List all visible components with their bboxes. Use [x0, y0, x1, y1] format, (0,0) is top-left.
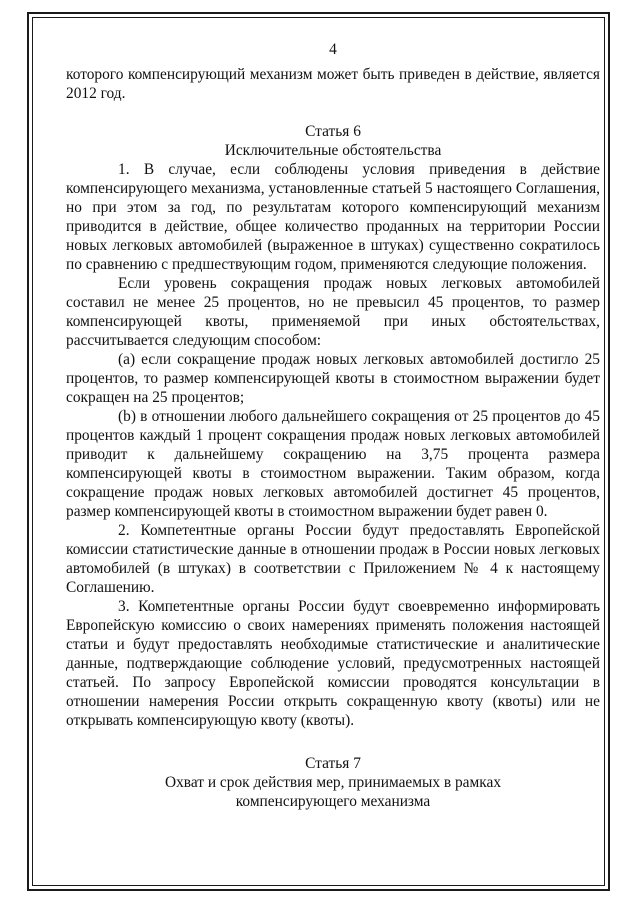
spacer: [66, 103, 600, 122]
article-6-paragraph-1: 1. В случае, если соблюдены условия приведения в действие компенсирующего механизма, установленные статьей 5 настоящего Соглашения, но при этом за год, по результатам которого компенсирующий механизм приводится в действие, общее количество проданных на территории России новых легковых автомобилей (выраженное в штуках) существенно сократилось по сравнению с предшествующим годом, применяются следующие положения.: [66, 161, 600, 273]
article-7-subtitle-line-1: Охват и срок действия мер, принимаемых в рамках: [164, 774, 502, 791]
article-6-item-a: (a) если сокращение продаж новых легковых автомобилей достигло 25 процентов, то размер компенсирующей квоты в стоимостном выражении будет сокращен на 25 процентов;: [66, 351, 600, 406]
spacer: [66, 730, 600, 754]
article-6-title: Статья 6: [305, 123, 361, 140]
article-6-paragraph-3: 2. Компетентные органы России будут предоставлять Европейской комиссии статистические данные в отношении продаж в России новых легковых автомобилей (в штуках) в соответствии с Приложением № 4 к настоящему Соглашению.: [66, 522, 600, 596]
article-6-paragraph-2: Если уровень сокращения продаж новых легковых автомобилей составил не менее 25 процентов, но не превысил 45 процентов, то размер компенсирующей квоты, применяемой при иных обстоятельствах, рассчитывается следующим способом:: [66, 275, 600, 349]
article-6-subtitle: Исключительные обстоятельства: [224, 142, 442, 159]
page-number: 4: [329, 41, 337, 58]
article-6-item-b: (b) в отношении любого дальнейшего сокращения от 25 процентов до 45 процентов каждый 1 процент сокращения продаж новых легковых автомобилей приводит к дальнейшему сокращению на 3,75 процента размера компенсирующей квоты в стоимостном выражении. Таким образом, когда сокращение продаж новых легковых автомобилей достигнет 45 процентов, размер компенсирующей квоты в стоимостном выражении будет равен 0.: [66, 408, 600, 520]
article-7-subtitle-line-2: компенсирующего механизма: [235, 793, 431, 810]
article-7-title: Статья 7: [305, 755, 361, 772]
article-6-paragraph-4: 3. Компетентные органы России будут своевременно информировать Европейскую комиссию о своих намерениях применять положения настоящей статьи и будут предоставлять необходимые статистические и аналитические данные, подтверждающие соблюдение условий, предусмотренных настоящей статьей. По запросу Европейской комиссии проводятся консультации в отношении намерения России открыть сокращенную квоту (квоты) или не открывать компенсирующую квоту (квоты).: [66, 598, 600, 729]
continuation-paragraph: которого компенсирующий механизм может быть приведен в действие, является 2012 год.: [66, 66, 600, 102]
document-body: [66, 40, 600, 811]
